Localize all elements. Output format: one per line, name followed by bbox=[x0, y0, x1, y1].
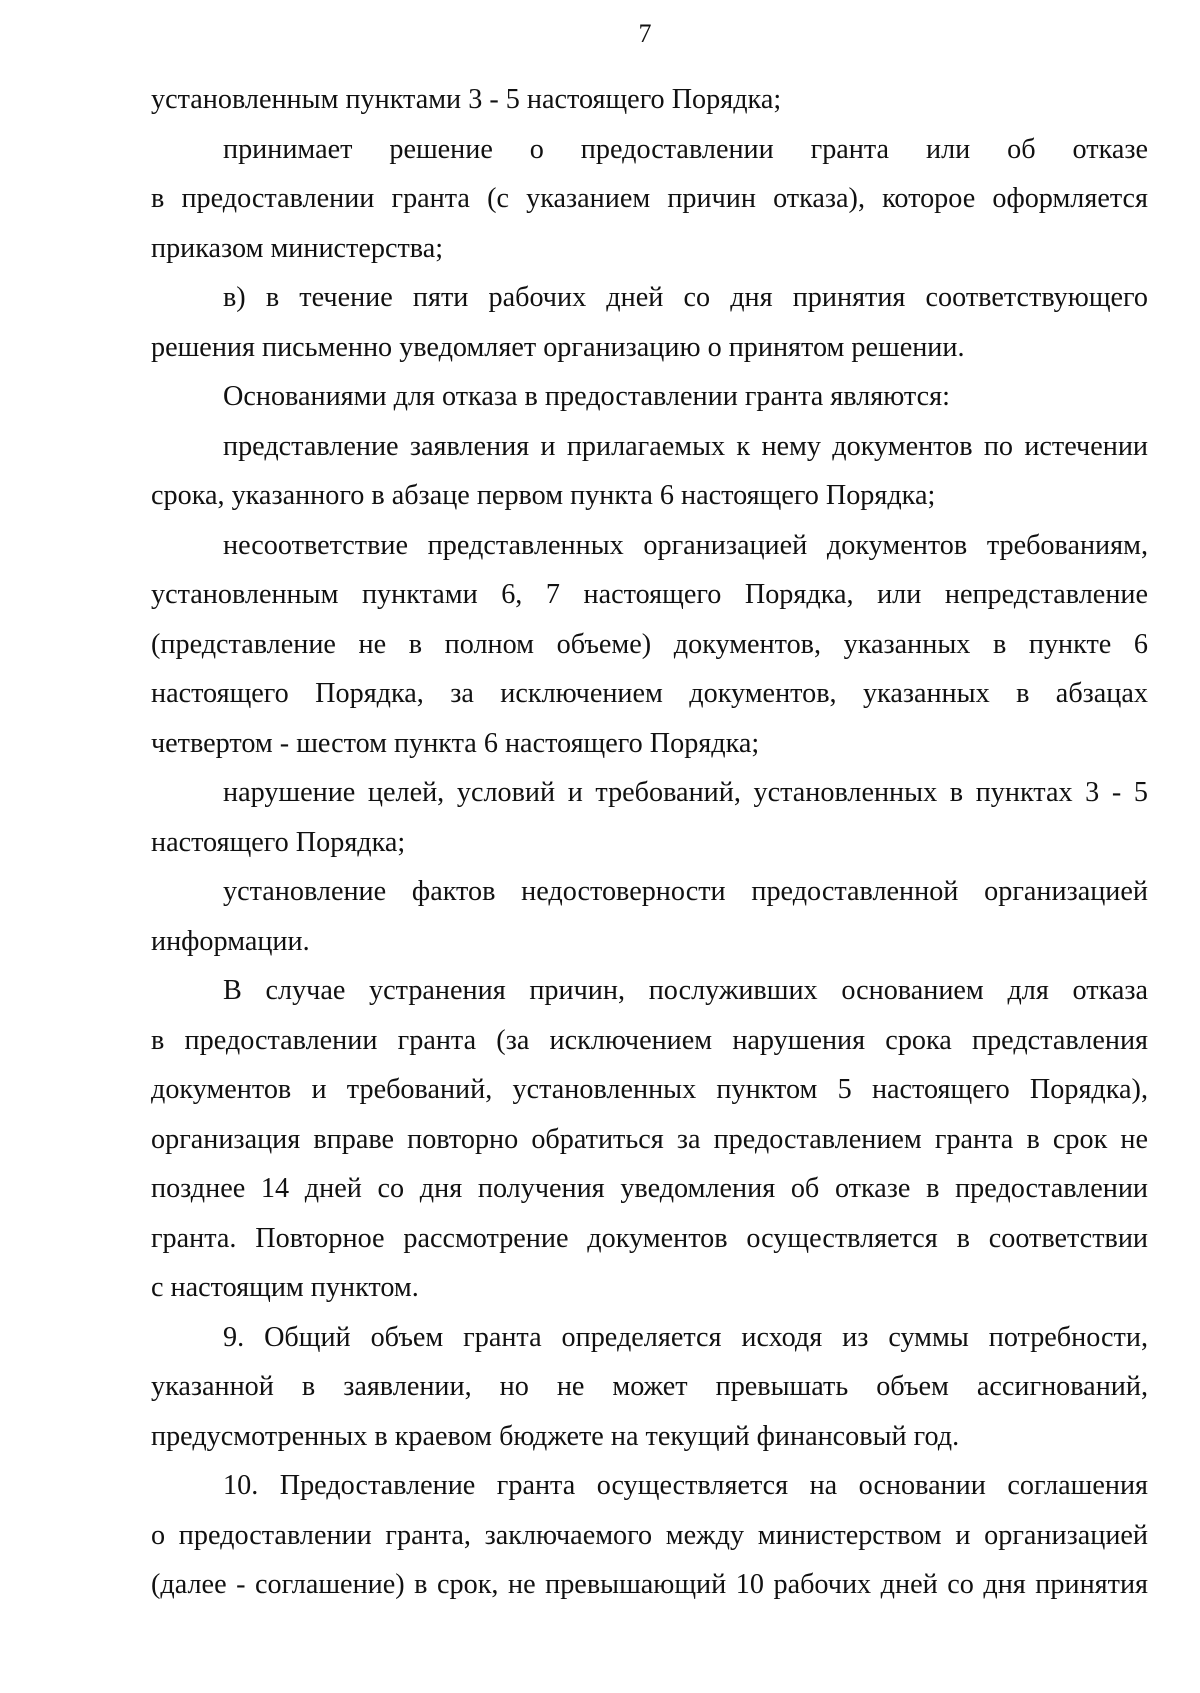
text-line: о предоставлении гранта, заключаемого между министерством и организацией bbox=[151, 1519, 1148, 1551]
text-line: настоящего Порядка, за исключением документов, указанных в абзацах bbox=[151, 678, 1148, 709]
text-line: установленным пунктами 6, 7 настоящего Порядка, или непредставление bbox=[151, 579, 1148, 610]
text-line: четвертом - шестом пункта 6 настоящего Порядка; bbox=[151, 727, 760, 759]
text-line: представление заявления и прилагаемых к нему документов по истечении bbox=[223, 430, 1148, 462]
text-line: в) в течение пяти рабочих дней со дня принятия соответствующего bbox=[223, 282, 1148, 313]
text-line: 9. Общий объем гранта определяется исходя из суммы потребности, bbox=[223, 1321, 1148, 1353]
text-line: приказом министерства; bbox=[151, 232, 444, 264]
text-line: гранта. Повторное рассмотрение документов осуществляется в соответствии bbox=[151, 1222, 1148, 1254]
text-line: установленным пунктами 3 - 5 настоящего Порядка; bbox=[151, 84, 782, 115]
text-line: принимает решение о предоставлении гранта или об отказе bbox=[223, 133, 1148, 165]
text-line: установление фактов недостоверности предоставленной организацией bbox=[223, 876, 1148, 907]
text-line: решения письменно уведомляет организацию о принятом решении. bbox=[151, 331, 965, 363]
text-line: срока, указанного в абзаце первом пункта 6 настоящего Порядка; bbox=[151, 480, 936, 511]
text-line: документов и требований, установленных пунктом 5 настоящего Порядка), bbox=[151, 1074, 1148, 1105]
text-line: нарушение целей, условий и требований, установленных в пунктах 3 - 5 bbox=[223, 777, 1148, 808]
document-body bbox=[151, 75, 1148, 1610]
text-line: в предоставлении гранта (с указанием причин отказа), которое оформляется bbox=[151, 183, 1148, 214]
text-line: несоответствие представленных организацией документов требованиям, bbox=[223, 529, 1148, 561]
text-line: настоящего Порядка; bbox=[151, 826, 406, 858]
text-line: информации. bbox=[151, 925, 310, 957]
text-line: В случае устранения причин, послуживших основанием для отказа bbox=[223, 975, 1148, 1006]
text-line: предусмотренных в краевом бюджете на текущий финансовый год. bbox=[151, 1420, 960, 1452]
text-line: организация вправе повторно обратиться за предоставлением гранта в срок не bbox=[151, 1123, 1148, 1155]
text-line: 10. Предоставление гранта осуществляется на основании соглашения bbox=[223, 1470, 1148, 1501]
text-line: Основаниями для отказа в предоставлении гранта являются: bbox=[223, 381, 950, 412]
text-line: (представление не в полном объеме) документов, указанных в пункте 6 bbox=[151, 628, 1148, 660]
page-number: 7 bbox=[638, 19, 652, 48]
text-line: (далее - соглашение) в срок, не превышающий 10 рабочих дней со дня принятия bbox=[151, 1569, 1148, 1600]
text-line: с настоящим пунктом. bbox=[151, 1272, 419, 1303]
text-line: позднее 14 дней со дня получения уведомления об отказе в предоставлении bbox=[151, 1173, 1148, 1204]
text-line: указанной в заявлении, но не может превышать объем ассигнований, bbox=[151, 1371, 1148, 1402]
text-line: в предоставлении гранта (за исключением нарушения срока представления bbox=[151, 1024, 1148, 1056]
